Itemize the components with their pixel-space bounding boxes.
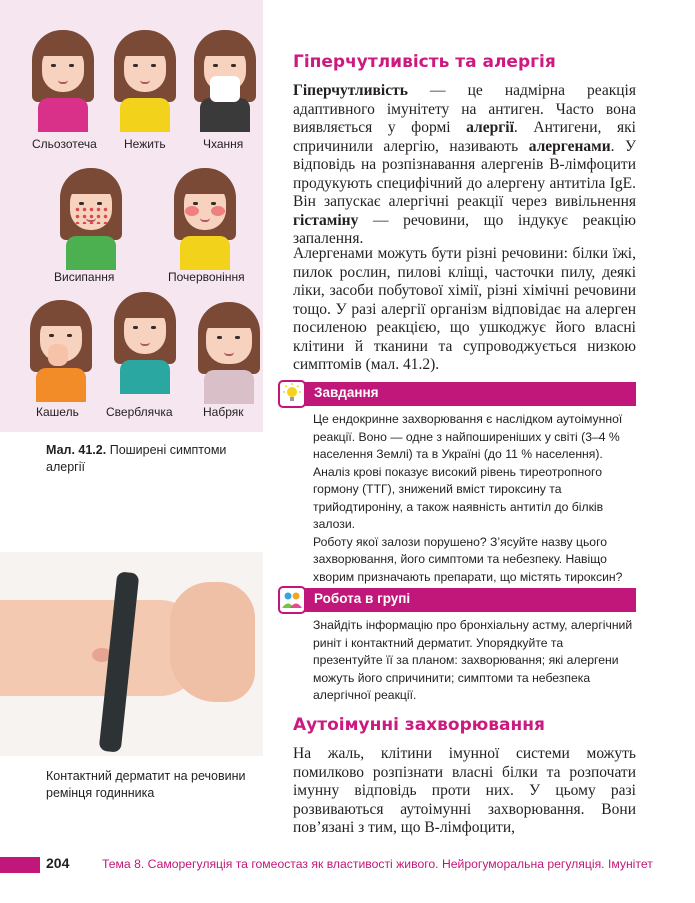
girl-redness-image: [166, 166, 244, 271]
lightbulb-icon: [278, 380, 306, 408]
term-bold: алергенами: [528, 137, 611, 155]
task-question: Роботу якої залози порушено? З’ясуйте назву цього захворювання, його симптоми та небезпеку. Навіщо хворим призначають препарати, що містять тироксин?: [313, 534, 623, 584]
paragraph-hypersensitivity: [293, 82, 636, 249]
photo-caption: Контактний дерматит на речовини ремінця годинника: [46, 769, 246, 800]
page-number: 204: [46, 855, 70, 871]
symptom-label: Сверблячка: [106, 405, 173, 419]
text-run: — речовини, що індукує реакцію запалення.: [293, 211, 636, 247]
figure-caption-text: Поширені симптоми алергії: [46, 443, 227, 474]
symptom-label: Висипання: [54, 270, 115, 284]
girl-swelling-image: [190, 300, 268, 405]
task-text: [313, 411, 638, 586]
paragraph-autoimmune: На жаль, клітини імунної системи можуть помилково розпізнати власні білки та розпочати імунну відповідь проти них. У цьому разі розвиваються аутоімунні захворювання. Вони пов’язані з тим, що В-лімфоцити,: [293, 745, 636, 836]
girl-rash-image: [52, 166, 130, 271]
girl-itching-image: [106, 290, 184, 395]
group-work-title: Робота в групі: [314, 591, 411, 606]
text-run: . У відповідь на розпізнавання алергенів В-лімфоцити продукують специфічний до алергену антитіла IgE. Він запускає алергічні реакції через вивільнення: [293, 137, 636, 210]
symptom-label: Чхання: [203, 137, 244, 151]
term-bold: алергії: [466, 119, 514, 136]
girl-runny-nose-image: [106, 28, 184, 133]
contact-dermatitis-photo: [0, 552, 263, 756]
section-title-hypersensitivity: Гіперчутливість та алергія: [293, 52, 556, 72]
group-icon: [278, 586, 306, 614]
section-title-autoimmune: Аутоімунні захворювання: [293, 715, 545, 735]
group-work-header: [278, 586, 636, 614]
task-header: [278, 380, 636, 408]
footer-topic: Тема 8. Саморегуляція та гомеостаз як властивості живого. Нейрогуморальна регуляція. Імунітет: [102, 857, 653, 871]
text-run: . Антигени, які спричинили алергію, називають: [293, 119, 636, 155]
paragraph-allergens: Алергенами можуть бути різні речовини: білки їжі, пилок рослин, пилові кліщі, часточки пилу, деякі ліки, засоби побутової хімії, різні хімічні речовини тощо. У разі алергії організм відповідає на алерген посиленою реакцією, що ушкоджує його власні клітини й тканини та супроводжується низкою симптомів (мал. 41.2).: [293, 245, 636, 373]
symptom-label: Сльозотеча: [32, 137, 97, 151]
footer-accent-bar: [0, 857, 40, 873]
symptom-label: Набряк: [203, 405, 244, 419]
girl-cough-image: [22, 298, 100, 403]
term-bold: гістаміну: [293, 211, 359, 229]
symptoms-illustration: [0, 0, 263, 432]
figure-caption-label: Мал. 41.2.: [46, 443, 107, 457]
girl-sneezing-image: [186, 28, 264, 133]
task-title: Завдання: [314, 385, 379, 400]
group-work-text: Знайдіть інформацію про бронхіальну астму, алергічний риніт і контактний дерматит. Упорядкуйте та презентуйте її за планом: захворювання; які алергени можуть його спричинити; симптоми та небезпека алергічної реакції.: [313, 618, 633, 702]
symptom-label: Кашель: [36, 405, 79, 419]
text-run: — це надмірна реакція адаптивного імунітету на антиген. Часто вона виявляється у формі: [293, 82, 636, 136]
term-bold: Гіперчутливість: [293, 82, 408, 99]
figure-caption: [46, 442, 246, 476]
task-description: Це ендокринне захворювання є наслідком аутоімунної реакції. Воно — одне з найпоширеніших у світі (3–4 % населення Землі) та в Україні (до 11 % населення). Аналіз крові показує високий рівень тиреотропного гормону (ТТГ), знижений вміст тироксину та трийодтироніну, а також наявність антитіл до білків залози.: [313, 412, 623, 531]
symptom-label: Нежить: [124, 137, 166, 151]
symptom-label: Почервоніння: [168, 270, 245, 284]
girl-tearing-image: [24, 28, 102, 133]
